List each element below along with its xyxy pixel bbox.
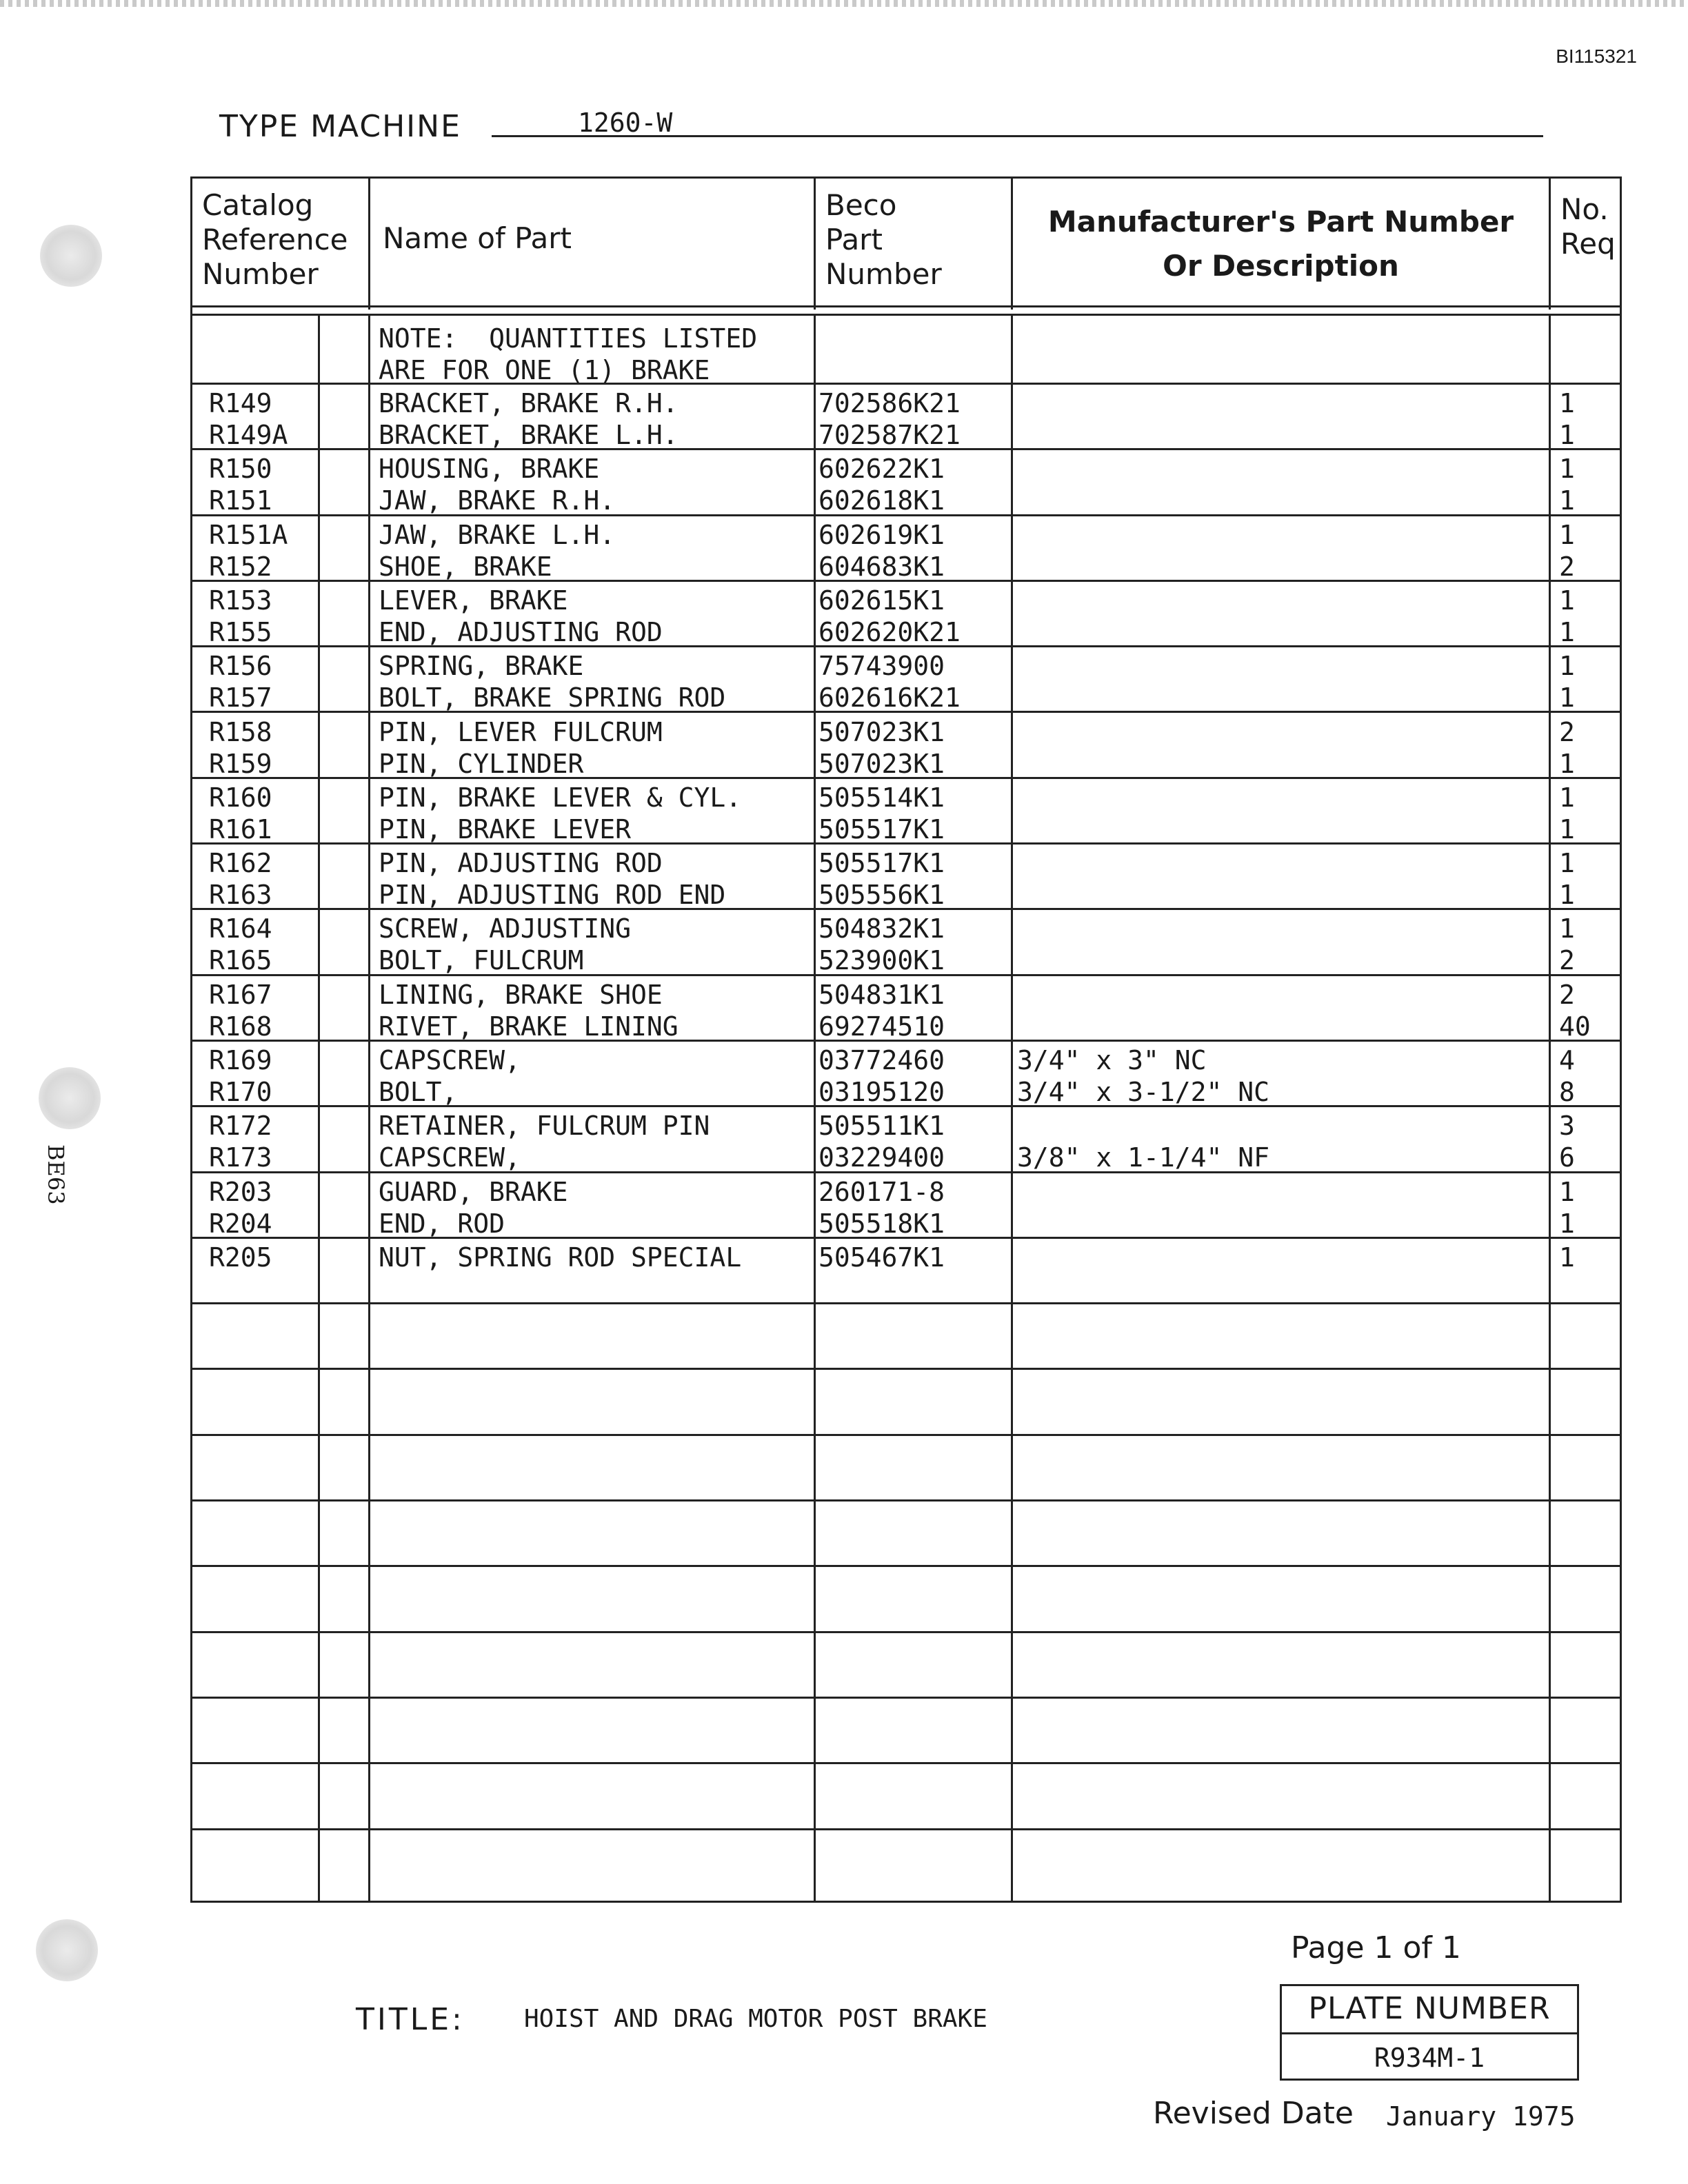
ref-cell: R158	[209, 716, 272, 747]
beco-number-cell: 505511K1	[818, 1111, 945, 1142]
part-name-cell: END, ADJUSTING ROD	[379, 616, 663, 647]
page-indicator: Page 1 of 1	[1291, 1930, 1461, 1965]
ref-cell: R153	[209, 585, 272, 616]
ref-cell: R163	[209, 880, 272, 911]
scan-edge	[0, 0, 1688, 7]
ref-cell: R149	[209, 388, 272, 418]
qty-cell: 4	[1559, 1045, 1575, 1075]
table-row	[192, 385, 1620, 450]
revised-date-value: January 1975	[1386, 2101, 1576, 2132]
header-beco-line: Beco	[825, 188, 897, 222]
qty-cell: 1	[1559, 1242, 1575, 1273]
revised-date-label: Revised Date	[1153, 2096, 1354, 2131]
ref-cell: R205	[209, 1242, 272, 1273]
beco-number-cell: 03195120	[818, 1077, 945, 1107]
part-name-cell: RIVET, BRAKE LINING	[379, 1011, 679, 1042]
qty-cell: 6	[1559, 1142, 1575, 1173]
part-name-cell: PIN, BRAKE LEVER & CYL.	[379, 782, 742, 813]
table-row	[192, 1633, 1620, 1699]
ref-cell: R168	[209, 1011, 272, 1042]
note-line: ARE FOR ONE (1) BRAKE	[379, 355, 710, 385]
header-beco-line: Number	[825, 257, 942, 291]
qty-cell: 1	[1559, 848, 1575, 879]
qty-cell: 1	[1559, 748, 1575, 779]
document-id: BI115321	[1556, 46, 1637, 67]
beco-number-cell: 702586K21	[818, 388, 961, 418]
manufacturer-cell: 3/8" x 1-1/4" NF	[1017, 1142, 1270, 1173]
beco-number-cell: 69274510	[818, 1011, 945, 1042]
part-name-cell: CAPSCREW,	[379, 1142, 521, 1173]
punch-hole	[36, 1919, 98, 1981]
table-row	[192, 1371, 1620, 1436]
part-name-cell: LINING, BRAKE SHOE	[379, 979, 663, 1010]
header-req-line: No.	[1560, 192, 1609, 226]
ref-cell: R170	[209, 1077, 272, 1107]
table-row	[192, 714, 1620, 779]
table-row	[192, 1107, 1620, 1173]
table-row	[192, 1567, 1620, 1632]
part-name-cell: LEVER, BRAKE	[379, 585, 568, 616]
side-stamp: BE63	[43, 1144, 69, 1205]
beco-number-cell: 702587K21	[818, 420, 961, 450]
table-row	[192, 1830, 1620, 1896]
beco-number-cell: 602620K21	[818, 616, 961, 647]
manufacturer-cell: 3/4" x 3" NC	[1017, 1045, 1207, 1075]
beco-number-cell: 505514K1	[818, 782, 945, 813]
table-row	[192, 1173, 1620, 1239]
part-name-cell: PIN, BRAKE LEVER	[379, 813, 632, 845]
qty-cell: 1	[1559, 651, 1575, 682]
qty-cell: 2	[1559, 979, 1575, 1010]
qty-cell: 1	[1559, 519, 1575, 550]
beco-number-cell: 507023K1	[818, 716, 945, 747]
header-manufacturer	[1013, 179, 1551, 310]
ref-cell: R203	[209, 1176, 272, 1207]
note-row	[192, 316, 1620, 385]
type-machine-label: TYPE MACHINE	[219, 109, 461, 144]
ref-cell: R151	[209, 485, 272, 516]
note-line: NOTE: QUANTITIES LISTED	[379, 323, 758, 354]
ref-cell: R155	[209, 616, 272, 647]
punch-hole	[39, 1067, 101, 1129]
ref-cell: R161	[209, 813, 272, 845]
header-catalog-line: Catalog	[202, 188, 314, 222]
part-name-cell: BOLT, FULCRUM	[379, 945, 584, 976]
table-row	[192, 1699, 1620, 1764]
qty-cell: 1	[1559, 485, 1575, 516]
ref-cell: R173	[209, 1142, 272, 1173]
part-name-cell: BRACKET, BRAKE R.H.	[379, 388, 679, 418]
manufacturer-cell: 3/4" x 3-1/2" NC	[1017, 1077, 1270, 1107]
part-name-cell: GUARD, BRAKE	[379, 1176, 568, 1207]
ref-cell: R157	[209, 682, 272, 714]
table-row	[192, 516, 1620, 582]
qty-cell: 1	[1559, 585, 1575, 616]
parts-table	[190, 176, 1622, 1903]
beco-number-cell: 602619K1	[818, 519, 945, 550]
plate-number-box	[1280, 1984, 1579, 2081]
header-no-req	[1551, 179, 1620, 310]
beco-number-cell: 505518K1	[818, 1208, 945, 1239]
beco-number-cell: 602618K1	[818, 485, 945, 516]
table-row	[192, 1502, 1620, 1567]
beco-number-cell: 523900K1	[818, 945, 945, 976]
qty-cell: 1	[1559, 682, 1575, 714]
part-name-cell: SHOE, BRAKE	[379, 551, 552, 582]
beco-number-cell: 03229400	[818, 1142, 945, 1173]
header-mfr-line: Or Description	[1163, 249, 1399, 283]
beco-number-cell: 602622K1	[818, 454, 945, 485]
beco-number-cell: 75743900	[818, 651, 945, 682]
header-beco-line: Part	[825, 223, 883, 256]
header-catalog-line: Number	[202, 257, 319, 291]
ref-cell: R204	[209, 1208, 272, 1239]
ref-cell: R164	[209, 913, 272, 944]
beco-number-cell: 03772460	[818, 1045, 945, 1075]
ref-cell: R151A	[209, 519, 288, 550]
qty-cell: 3	[1559, 1111, 1575, 1142]
table-row	[192, 1304, 1620, 1370]
part-name-cell: RETAINER, FULCRUM PIN	[379, 1111, 710, 1142]
table-row	[192, 1436, 1620, 1502]
ref-cell: R160	[209, 782, 272, 813]
ref-cell: R165	[209, 945, 272, 976]
header-rule	[192, 305, 1620, 307]
qty-cell: 2	[1559, 716, 1575, 747]
beco-number-cell: 505556K1	[818, 880, 945, 911]
part-name-cell: BOLT, BRAKE SPRING ROD	[379, 682, 726, 714]
table-row	[192, 779, 1620, 845]
table-row	[192, 1239, 1620, 1304]
part-name-cell: BOLT,	[379, 1077, 458, 1107]
title-label: TITLE:	[356, 2002, 465, 2037]
beco-number-cell: 507023K1	[818, 748, 945, 779]
ref-cell: R162	[209, 848, 272, 879]
table-row	[192, 845, 1620, 910]
qty-cell: 1	[1559, 913, 1575, 944]
ref-cell: R149A	[209, 420, 288, 450]
part-name-cell: PIN, LEVER FULCRUM	[379, 716, 663, 747]
part-name-cell: JAW, BRAKE R.H.	[379, 485, 616, 516]
beco-number-cell: 260171-8	[818, 1176, 945, 1207]
punch-hole	[40, 225, 102, 287]
qty-cell: 1	[1559, 1176, 1575, 1207]
part-name-cell: SPRING, BRAKE	[379, 651, 584, 682]
part-name-cell: CAPSCREW,	[379, 1045, 521, 1075]
table-row	[192, 976, 1620, 1042]
qty-cell: 1	[1559, 420, 1575, 450]
beco-number-cell: 505517K1	[818, 848, 945, 879]
header-mfr-line: Manufacturer's Part Number	[1047, 205, 1514, 239]
part-name-cell: JAW, BRAKE L.H.	[379, 519, 616, 550]
header-catalog-ref	[192, 179, 370, 310]
qty-cell: 1	[1559, 388, 1575, 418]
type-machine-row	[219, 103, 1543, 145]
part-name-cell: PIN, ADJUSTING ROD END	[379, 880, 726, 911]
header-catalog-line: Reference	[202, 223, 348, 256]
qty-cell: 1	[1559, 616, 1575, 647]
beco-number-cell: 504832K1	[818, 913, 945, 944]
part-name-cell: PIN, CYLINDER	[379, 748, 584, 779]
qty-cell: 40	[1559, 1011, 1591, 1042]
beco-number-cell: 505517K1	[818, 813, 945, 845]
table-row	[192, 450, 1620, 516]
part-name-cell: NUT, SPRING ROD SPECIAL	[379, 1242, 742, 1273]
qty-cell: 1	[1559, 782, 1575, 813]
beco-number-cell: 602616K21	[818, 682, 961, 714]
table-row	[192, 1764, 1620, 1830]
ref-cell: R172	[209, 1111, 272, 1142]
part-name-cell: BRACKET, BRAKE L.H.	[379, 420, 679, 450]
qty-cell: 1	[1559, 813, 1575, 845]
qty-cell: 1	[1559, 454, 1575, 485]
ref-cell: R159	[209, 748, 272, 779]
plate-number-label: PLATE NUMBER	[1282, 1986, 1577, 2034]
type-machine-value: 1260-W	[578, 108, 673, 138]
ref-cell: R156	[209, 651, 272, 682]
beco-number-cell: 602615K1	[818, 585, 945, 616]
table-row	[192, 647, 1620, 713]
header-beco-part	[816, 179, 1013, 310]
header-req-line: Req	[1560, 227, 1616, 261]
beco-number-cell: 505467K1	[818, 1242, 945, 1273]
qty-cell: 2	[1559, 551, 1575, 582]
qty-cell: 8	[1559, 1077, 1575, 1107]
ref-cell: R167	[209, 979, 272, 1010]
table-row	[192, 910, 1620, 975]
table-row	[192, 582, 1620, 647]
header-part-name	[370, 179, 816, 310]
ref-cell: R152	[209, 551, 272, 582]
ref-cell: R150	[209, 454, 272, 485]
part-name-cell: PIN, ADJUSTING ROD	[379, 848, 663, 879]
part-name-cell: SCREW, ADJUSTING	[379, 913, 632, 944]
qty-cell: 2	[1559, 945, 1575, 976]
part-name-cell: END, ROD	[379, 1208, 505, 1239]
ref-cell: R169	[209, 1045, 272, 1075]
qty-cell: 1	[1559, 1208, 1575, 1239]
plate-number-value: R934M-1	[1374, 2043, 1485, 2073]
title-value: HOIST AND DRAG MOTOR POST BRAKE	[524, 2005, 987, 2033]
table-row	[192, 1042, 1620, 1107]
part-name-cell: HOUSING, BRAKE	[379, 454, 600, 485]
header-name-text: Name of Part	[383, 221, 572, 255]
beco-number-cell: 504831K1	[818, 979, 945, 1010]
qty-cell: 1	[1559, 880, 1575, 911]
beco-number-cell: 604683K1	[818, 551, 945, 582]
